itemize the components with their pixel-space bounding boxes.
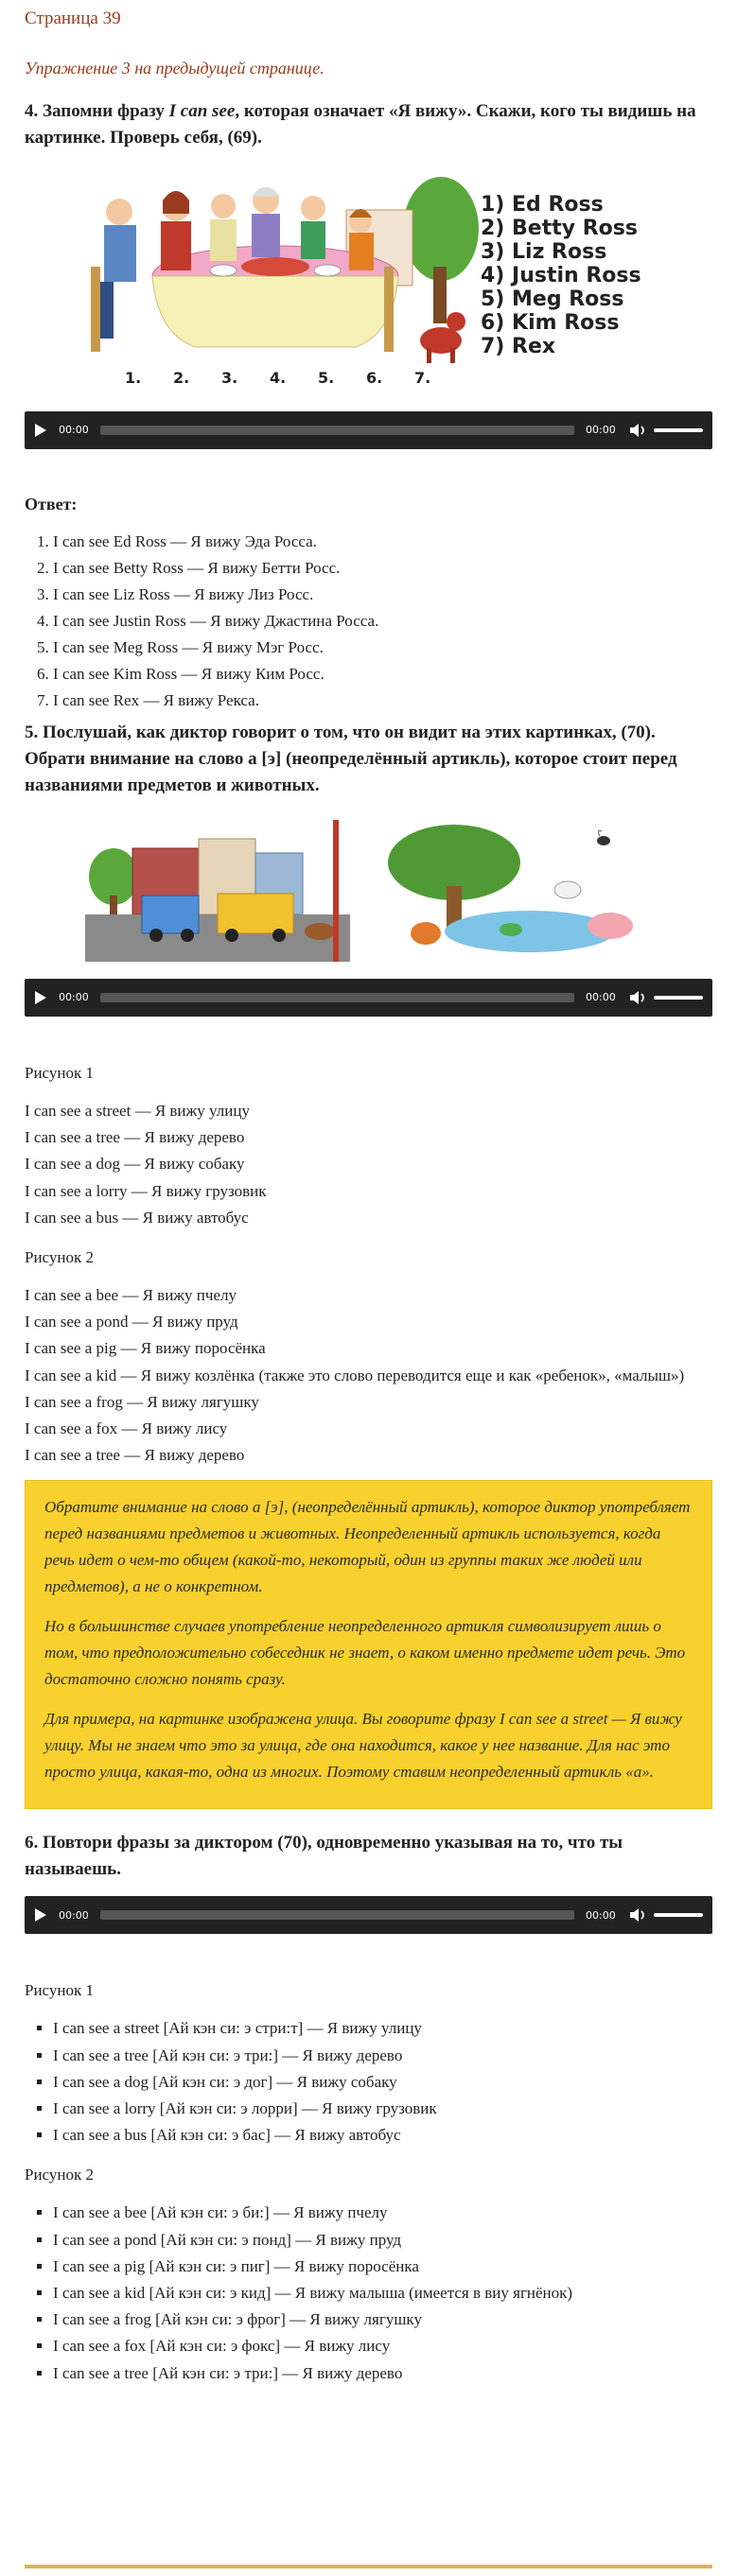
list-item: 7. I can see Rex — Я вижу Рекса. — [53, 688, 712, 714]
lorry-shape — [142, 896, 199, 933]
person-5 — [301, 196, 325, 220]
task5-heading: 5. Послушай, как диктор говорит о том, что он видит на этих картинках, (70). Обрати внимание на слово а [э] (неопределённый артикль), которое стоит перед названиями предметов и животных. — [25, 722, 677, 795]
dog-rex — [420, 327, 462, 354]
bee-shape — [597, 836, 610, 845]
duration-time: 00:00 — [586, 424, 616, 437]
page-number: Страница 39 — [25, 9, 121, 28]
list-item: I can see a tree — Я вижу дерево — [25, 1446, 245, 1465]
list-item: 2. I can see Betty Ross — Я вижу Бетти Росс. — [53, 555, 712, 582]
fox-shape — [411, 922, 441, 945]
pond-picture — [388, 820, 648, 962]
note-paragraph: Но в большинстве случаев употребление неопределенного артикля символизирует лишь о том, что предположительно собеседник не знает, о каком именно предмете идет речь. Это достаточно сложно понять сразу. — [44, 1617, 686, 1689]
seek-bar[interactable] — [100, 993, 574, 1002]
list-item: 1. I can see Ed Ross — Я вижу Эда Росса. — [53, 529, 712, 555]
family-dinner-picture — [62, 172, 479, 366]
seek-bar[interactable] — [100, 426, 574, 435]
family-name-item: 6) Kim Ross — [481, 311, 620, 335]
figure-number: 4. — [270, 369, 287, 387]
previous-exercise-link[interactable]: Упражнение 3 на предыдущей странице. — [25, 59, 325, 78]
list-item: I can see a lorry — Я вижу грузовик — [25, 1181, 267, 1200]
family-name-item: 4) Justin Ross — [481, 264, 641, 287]
list-item: I can see a dog — Я вижу собаку — [25, 1155, 245, 1174]
family-name-item: 1) Ed Ross — [481, 193, 604, 217]
article-note — [25, 1480, 712, 1809]
list-item: I can see a tree — Я вижу дерево — [25, 1128, 245, 1147]
figure2-lines — [25, 1282, 712, 1469]
family-name-item: 2) Betty Ross — [481, 217, 638, 240]
current-time: 00:00 — [59, 991, 89, 1004]
list-item: ▪ I can see a tree [Ай кэн си: э три:] — Я вижу дерево — [53, 2043, 712, 2069]
family-names-list — [481, 193, 641, 358]
list-item: I can see a pig — Я вижу поросёнка — [25, 1339, 266, 1358]
task6-figure2-list — [25, 2200, 712, 2386]
volume-icon[interactable] — [629, 423, 648, 438]
family-name-item: 3) Liz Ross — [481, 240, 607, 264]
figure1-caption: Рисунок 1 — [25, 1064, 94, 1082]
family-name-item: 7) Rex — [481, 335, 556, 358]
figure-number: 3. — [221, 369, 238, 387]
list-item: 5. I can see Meg Ross — Я вижу Мэг Росс. — [53, 635, 712, 661]
note-paragraph: Для примера, на картинке изображена улица. Вы говорите фразу I can see a street — Я вижу улицу. Мы не знаем что это за улица, где она находится, какое у нее название. Для нас это просто улица, какая-то, одна из многих. Поэтому ставим неопределенный артикль «а». — [44, 1710, 682, 1782]
figure2-caption: Рисунок 2 — [25, 1248, 94, 1267]
audio-player-3[interactable] — [25, 1896, 712, 1934]
page — [0, 4, 737, 2387]
list-item: ▪ I can see a street [Ай кэн си: э стри:т] — Я вижу улицу — [53, 2015, 712, 2042]
street-and-pond-illustrations — [25, 810, 712, 969]
pond-shape — [445, 911, 615, 952]
frog-shape — [500, 923, 522, 936]
list-item: I can see a fox — Я вижу лису — [25, 1419, 228, 1438]
answers-list — [25, 529, 712, 714]
bottom-divider — [25, 2565, 712, 2568]
play-icon[interactable] — [34, 1907, 47, 1923]
duration-time: 00:00 — [586, 991, 616, 1004]
bus-shape — [218, 894, 293, 933]
task6-figure1-list — [25, 2015, 712, 2149]
list-item: I can see a frog — Я вижу лягушку — [25, 1392, 259, 1411]
volume-slider[interactable] — [654, 1913, 703, 1917]
dog-shape — [305, 923, 335, 940]
list-item: ▪ I can see a pig [Ай кэн си: э пиг] — Я вижу поросёнка — [53, 2254, 712, 2280]
task6-figure2-caption: Рисунок 2 — [25, 2166, 94, 2184]
current-time: 00:00 — [59, 424, 89, 437]
figure-number: 1. — [125, 369, 142, 387]
pig-shape — [588, 913, 633, 939]
list-item: ▪ I can see a fox [Ай кэн си: э фокс] — Я вижу лису — [53, 2333, 712, 2359]
list-item: I can see a kid — Я вижу козлёнка (также это слово переводится еще и как «ребенок», «малыш») — [25, 1366, 685, 1384]
person-1 — [106, 199, 132, 225]
task6-figure1-caption: Рисунок 1 — [25, 1981, 94, 2000]
list-item: 4. I can see Justin Ross — Я вижу Джастина Росса. — [53, 608, 712, 635]
volume-icon[interactable] — [629, 990, 648, 1005]
list-item: I can see a bee — Я вижу пчелу — [25, 1286, 237, 1305]
figure-number: 5. — [318, 369, 335, 387]
note-paragraph: Обратите внимание на слово а [э], (неопределённый артикль), которое диктор употребляет перед названиями предметов и животных. Неопределенный артикль используется, когда речь идет о чем-то общем (какой-то, некоторый, один из группы таких же людей или предметов), а не о конкретном. — [44, 1498, 691, 1596]
task6-heading: 6. Повтори фразы за диктором (70), одновременно указывая на то, что ты называешь. — [25, 1833, 623, 1880]
list-item: ▪ I can see a bus [Ай кэн си: э бас] — Я вижу автобус — [53, 2122, 712, 2149]
play-icon[interactable] — [34, 423, 47, 438]
kid-shape — [554, 881, 581, 898]
audio-player-2[interactable] — [25, 979, 712, 1017]
list-item: ▪ I can see a tree [Ай кэн си: э три:] — Я вижу дерево — [53, 2360, 712, 2387]
list-item: ▪ I can see a dog [Ай кэн си: э дог] — Я вижу собаку — [53, 2069, 712, 2096]
duration-time: 00:00 — [586, 1908, 616, 1922]
family-name-item: 5) Meg Ross — [481, 287, 624, 311]
tree-shape — [403, 177, 479, 281]
current-time: 00:00 — [59, 1908, 89, 1922]
figure-number: 7. — [414, 369, 431, 387]
task4-heading: 4. Запомни фразу I can see, которая означает «Я вижу». Скажи, кого ты видишь на картинке. Проверь себя, (69). — [25, 101, 696, 148]
volume-slider[interactable] — [654, 428, 703, 432]
list-item: I can see a street — Я вижу улицу — [25, 1102, 250, 1120]
figure-number: 2. — [173, 369, 190, 387]
list-item: ▪ I can see a lorry [Ай кэн си: э лорри] — Я вижу грузовик — [53, 2096, 712, 2122]
audio-player-1[interactable] — [25, 411, 712, 449]
figure1-lines — [25, 1098, 712, 1231]
volume-icon[interactable] — [629, 1907, 648, 1923]
list-item: ▪ I can see a bee [Ай кэн си: э би:] — Я вижу пчелу — [53, 2200, 712, 2226]
list-item: I can see a pond — Я вижу пруд — [25, 1313, 238, 1332]
list-item: 3. I can see Liz Ross — Я вижу Лиз Росс. — [53, 582, 712, 608]
figure-numbers — [125, 367, 463, 391]
answer-label: Ответ: — [25, 495, 78, 513]
figure-number: 6. — [366, 369, 383, 387]
street-picture — [85, 820, 350, 962]
person-3 — [211, 194, 236, 218]
play-icon[interactable] — [34, 990, 47, 1005]
list-item: 6. I can see Kim Ross — Я вижу Ким Росс. — [53, 661, 712, 688]
volume-slider[interactable] — [654, 996, 703, 1000]
list-item: ▪ I can see a pond [Ай кэн си: э понд] — Я вижу пруд — [53, 2227, 712, 2254]
list-item: ▪ I can see a kid [Ай кэн си: э кид] — Я вижу малыша (имеется в виу ягнёнок) — [53, 2280, 712, 2306]
list-item: I can see a bus — Я вижу автобус — [25, 1208, 249, 1227]
seek-bar[interactable] — [100, 1910, 574, 1920]
family-illustration — [25, 161, 712, 402]
list-item: ▪ I can see a frog [Ай кэн си: э фрог] — Я вижу лягушку — [53, 2306, 712, 2333]
